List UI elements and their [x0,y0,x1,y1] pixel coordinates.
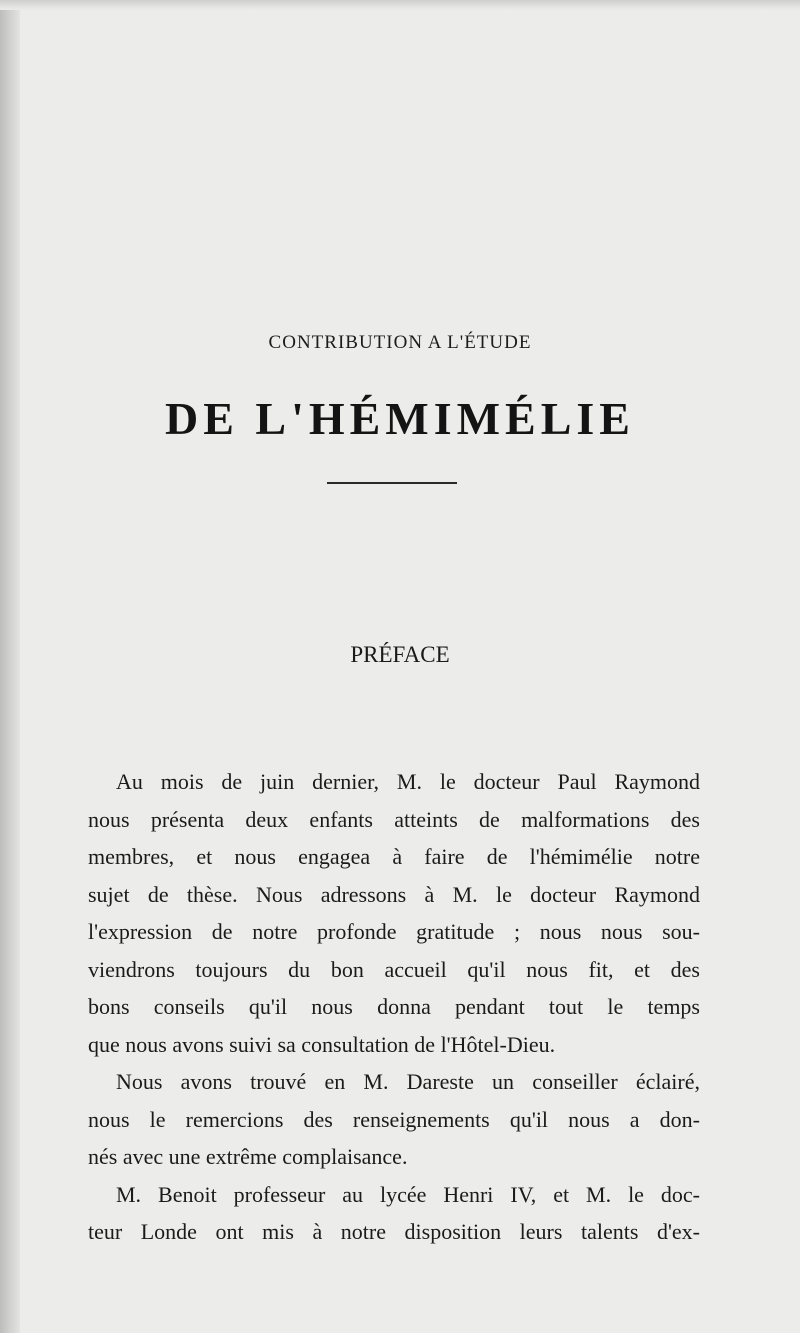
document-subtitle: CONTRIBUTION A L'ÉTUDE [268,332,532,353]
page-top-shadow [0,0,800,10]
text-line: teur Londe ont mis à notre disposition leurs talents d'ex- [88,1219,700,1244]
preface-body [88,763,700,1251]
paragraph-1 [88,763,700,1063]
text-line: Au mois de juin dernier, M. le docteur Paul Raymond [116,769,700,794]
document-title: DE L'HÉMIMÉLIE [164,393,635,444]
text-line: viendrons toujours du bon accueil qu'il nous fit, et des [88,956,700,982]
text-line: nés avec une extrême complaisance. [88,1144,408,1169]
text-line: M. Benoit professeur au lycée Henri IV, et M. le doc- [116,1181,700,1207]
paragraph-3 [88,1176,700,1251]
text-line: l'expression de notre profonde gratitude ; nous nous sou- [88,919,700,944]
text-line: sujet de thèse. Nous adressons à M. le docteur Raymond [88,881,700,907]
text-line: nous le remercions des renseignements qu'il nous a don- [88,1106,700,1132]
text-line: bons conseils qu'il nous donna pendant tout le temps [88,994,700,1019]
section-heading: PRÉFACE [350,642,450,667]
paragraph-2 [88,1063,700,1176]
text-line: Nous avons trouvé en M. Dareste un conseiller éclairé, [116,1069,700,1094]
text-line: nous présenta deux enfants atteints de malformations des [88,806,700,832]
title-divider-rule [327,482,457,484]
text-line: membres, et nous engagea à faire de l'hémimélie notre [88,844,700,869]
text-line: que nous avons suivi sa consultation de l'Hôtel-Dieu. [88,1031,556,1057]
